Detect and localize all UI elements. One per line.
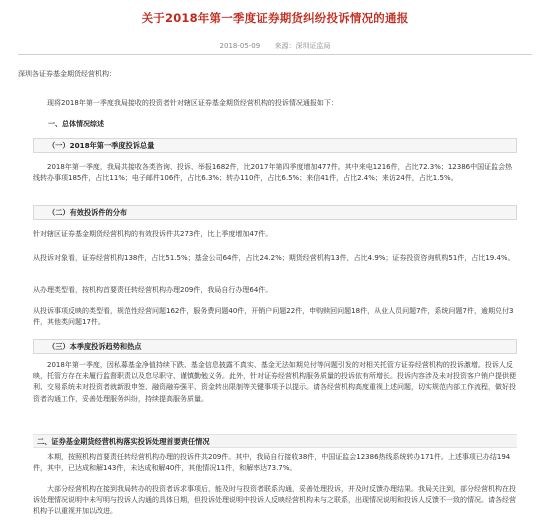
subsection-heading-3: （三）本季度投诉趋势和热点 <box>48 342 142 351</box>
source-label: 来源：深圳证监局 <box>274 42 331 50</box>
p2-paragraph-1: 本期，按照机构首要责任转经营机构办理的投诉件共209件。其中，我局自行接收38件，中国证监会12386热线系统转办171件。上述事项已办结194件，其中，已达成和解143件，未达成和解40件，其他情况11件，和解率达73.7%。 <box>33 453 511 473</box>
s2-paragraph-2: 从投诉对象看，证券经营机构138件，占比51.5%；基金公司64件，占比24.2%；期货经营机构13件，占比4.9%；证券投资咨询机构51件，占比19.4%。 <box>33 254 515 262</box>
subsection-heading-2: （二）有效投诉件的分布 <box>48 208 128 217</box>
s2-paragraph-4: 从投诉事项反映的类型看，规范性经营问题162件，服务费问题40件，开销户问题22件，申购赎回问题18件，从业人员问题7件，系统问题7件，逾期兑付3件，其他类问题17件。 <box>33 307 514 327</box>
subsection-heading-1: （一）2018年第一季度投诉总量 <box>48 141 155 150</box>
s2-paragraph-3: 从办理类型看，按机构首要责任转经营机构办理209件，我局自行办理64件。 <box>33 286 273 294</box>
s1-paragraph: 2018年第一季度，我局共接收各类咨询、投诉、举报1682件，比2017年第四季度增加477件。其中来电1216件，占比72.3%；12386中国证监会热线转办事项185件，占比11%；电子邮件106件，占比6.3%；转办110件，占比6.5%；来信41件，占比2.4%；来访24件，占比1.5%。 <box>33 163 513 183</box>
meta-line <box>0 41 550 51</box>
subsection-box-3 <box>33 339 517 354</box>
greeting: 深圳各证券基金期货经营机构： <box>18 70 116 78</box>
subsection-box-1 <box>33 138 517 153</box>
s2-paragraph-1: 针对辖区证券基金期货经营机构的有效投诉件共273件，比上季度增加47件。 <box>33 230 273 238</box>
p2-paragraph-2: 大部分经营机构在接到我局转办的投资者诉求事项后，能及时与投资者联系沟通，妥善处理投诉，并及时反馈办理结果。我局关注到，部分经营机构在投诉处理情况说明中未写明与投诉人沟通的具体日期，但投诉处理说明中投诉人反映经营机构未与之联系，出现情况说明和投诉人反馈不一致的情况。请各经营机构予以重视并加以改进。 <box>33 485 516 516</box>
title-divider <box>18 54 532 55</box>
section-box-2 <box>33 434 517 448</box>
section-heading-2: 二、证券基金期货经营机构落实投诉处理首要责任情况 <box>37 437 210 446</box>
intro-paragraph: 现将2018年第一季度我局接收的投资者针对辖区证券基金期货经营机构的投诉情况通报如下： <box>47 99 338 107</box>
page-title: 关于2018年第一季度证券期货纠纷投诉情况的通报 <box>141 11 409 25</box>
publish-date: 2018-05-09 <box>219 42 261 50</box>
section-heading-1: 一、总体情况综述 <box>48 120 104 128</box>
subsection-box-2 <box>33 205 517 220</box>
s3-paragraph: 2018年第一季度，因私募基金净值持续下跌、基金信息披露不真实、基金无法如期兑付等问题引发的对相关托管方证券经营机构的投诉激增。投诉人反映，托管方存在未履行监督职责以及怠尽职守、谨慎勤勉义务。此外，针对证券经营机构服务质量的投诉依有所增长。投诉内容涉及未对投资客户销户提供便利、交易系统未对投资者就新股申签、融资融券强平、资金转出限制等关键事项予以提示。请各经营机构高度重视上述问题，切实规范内部工作流程，做好投资者沟通工作，妥善处理服务纠纷，持续提高服务质量。 <box>33 361 516 403</box>
